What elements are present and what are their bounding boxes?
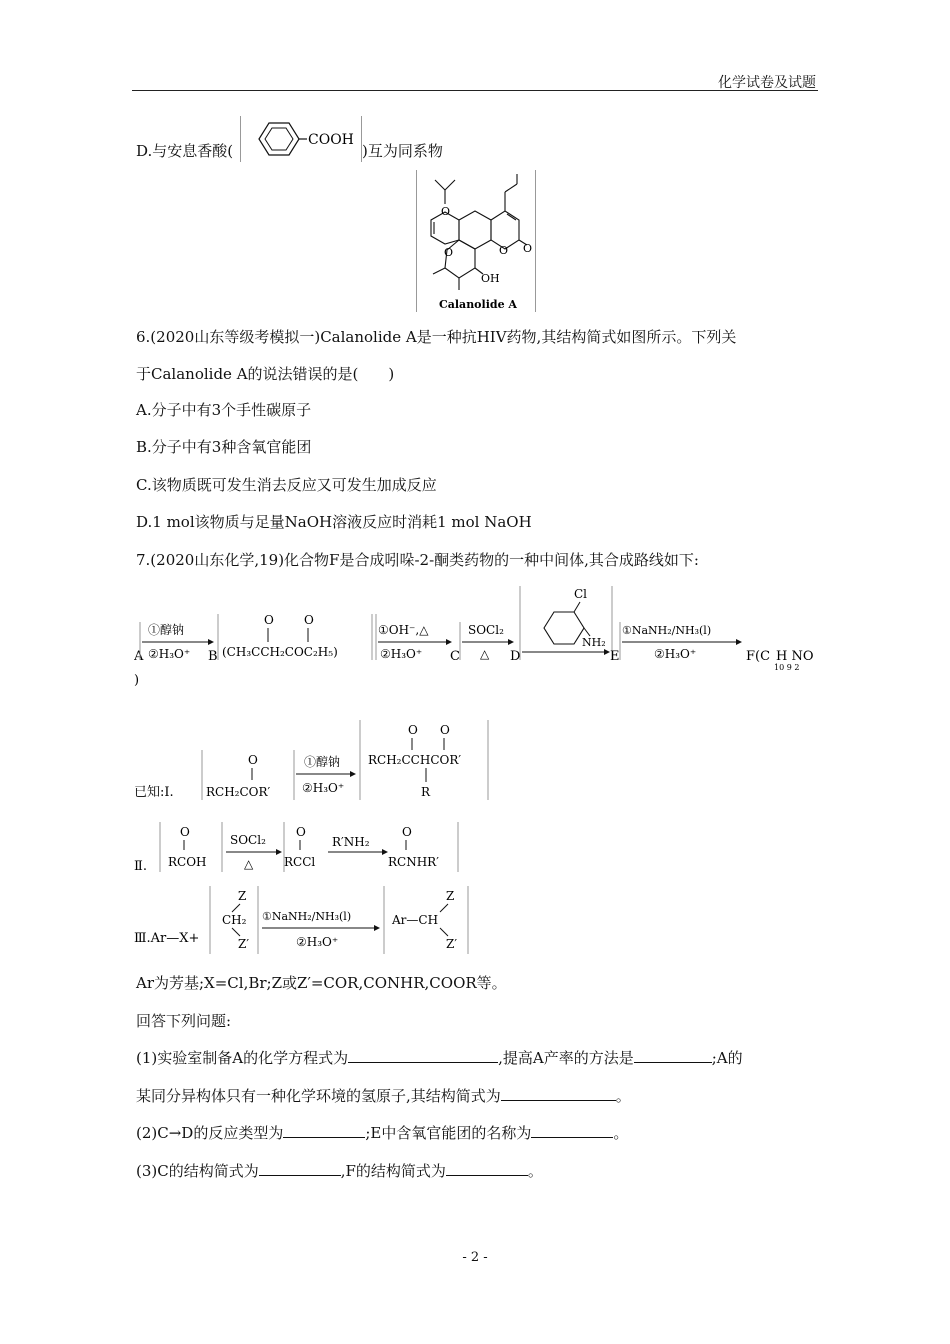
page-number: - 2 - [462,1250,488,1265]
benzoic-acid-structure [240,116,362,162]
route-b: B [208,649,218,664]
calanolide-structure [416,170,536,312]
known-reaction-1 [134,716,494,804]
route-b-o2: O [304,613,314,627]
page-header [132,72,818,91]
k2-c: RCNHR′ [388,855,439,869]
q6-option-c: C.该物质既可发生消去反应又可发生加成反应 [136,476,437,494]
k2-top1: SOCl₂ [230,833,266,847]
k3-bottom: ②H₃O⁺ [296,935,339,949]
benzoic-cooh: COOH [308,132,354,148]
k1-product: RCH₂CCHCOR′ [368,753,462,767]
k1-o: O [248,753,258,767]
route-step2-bottom: ②H₃O⁺ [380,647,423,661]
known-reaction-2 [134,818,464,874]
k3-prod-z: Z [446,889,455,903]
known-reaction-3 [134,882,474,958]
calanolide-oh: OH [481,272,500,285]
p2-text-c: 。 [613,1124,629,1142]
p1-text-c: ;A的 [711,1049,743,1067]
k3-z: Z [238,889,247,903]
route-b-o1: O [264,613,274,627]
calanolide-o4: O [523,242,533,255]
route-f-subscripts: 10 9 2 [774,663,800,672]
route-step2-top: ①OH⁻,△ [378,623,429,637]
calanolide-caption: Calanolide A [439,298,517,311]
calanolide-o2: O [444,246,454,259]
k3-top: ①NaNH₂/NH₃(l) [262,910,352,923]
q6-option-d: D.1 mol该物质与足量NaOH溶液反应时消耗1 mol NaOH [136,513,532,531]
q7-answer-label: 回答下列问题: [136,1012,232,1030]
q5-option-d [136,140,233,161]
route-cl: Cl [574,587,588,601]
p2-blank-reaction-type[interactable] [283,1123,365,1138]
p2-blank-group-name[interactable] [531,1123,613,1138]
k1-r: R [421,785,431,799]
q6-stem-2: 于Calanolide A的说法错误的是( ) [136,365,395,383]
k1-reactant: RCH₂COR′ [206,785,271,799]
k1-bottom: ②H₃O⁺ [302,781,345,795]
k3-zprime: Z′ [238,937,250,951]
route-f: F(C [746,649,771,664]
p1-text-a: (1)实验室制备A的化学方程式为 [136,1049,349,1067]
k3-label: Ⅲ.Ar—X+ [134,931,200,946]
route-close-paren: ) [134,673,140,686]
route-d: D [510,649,521,664]
calanolide-o3: O [499,244,509,257]
route-nh2: NH₂ [582,636,606,649]
route-f-formula: H NO [776,649,814,664]
k3-ch2: CH₂ [222,913,247,927]
q7-part2 [136,1122,628,1143]
p3-text-b: ,F的结构简式为 [340,1162,446,1180]
q6-option-b: B.分子中有3种含氧官能团 [136,438,312,456]
q6-stem-1: 6.(2020山东等级考模拟一)Calanolide A是一种抗HIV药物,其结构简式如图所示。下列关 [136,328,737,346]
synthesis-route [134,582,824,686]
k2-top2: R′NH₂ [332,835,370,849]
p1-blank-equation[interactable] [348,1048,498,1063]
calanolide-o1: O [441,205,451,218]
q7-stem: 7.(2020山东化学,19)化合物F是合成吲哚-2-酮类药物的一种中间体,其合成路线如下: [136,551,699,569]
k1-top: ①醇钠 [304,755,341,769]
route-step1-top: ①醇钠 [148,623,185,637]
k2-bottom1: △ [244,857,254,871]
q7-part3 [136,1160,543,1181]
p2-text-a: (2)C→D的反应类型为 [136,1124,284,1142]
route-step5-bottom: ②H₃O⁺ [654,647,697,661]
p3-text-c: 。 [527,1162,543,1180]
route-step1-bottom: ②H₃O⁺ [148,647,191,661]
header-title: 化学试卷及试题 [718,75,816,91]
k2-a: RCOH [168,855,207,869]
k3-arch: Ar—CH [392,913,439,927]
k1-product-o2: O [440,723,450,737]
q7-note: Ar为芳基;X=Cl,Br;Z或Z′=COR,CONHR,COOR等。 [136,974,507,992]
route-step3-bottom: △ [480,647,490,661]
p1-text-e: 。 [615,1087,631,1105]
q7-part1-line1 [136,1047,743,1068]
p1-blank-isomer[interactable] [501,1086,616,1101]
route-step5-top: ①NaNH₂/NH₃(l) [622,624,712,637]
k2-b-o: O [296,825,306,839]
k3-prod-zprime: Z′ [446,937,458,951]
known-label: 已知:Ⅰ. [134,785,174,800]
p1-text-b: ,提高A产率的方法是 [498,1049,634,1067]
p2-text-b: ;E中含氧官能团的名称为 [365,1124,532,1142]
q5-option-d-prefix: D.与安息香酸( [136,142,234,160]
route-a: A [134,649,144,664]
k2-label: Ⅱ. [134,859,147,874]
route-b-structure: (CH₃CCH₂COC₂H₅) [222,645,338,659]
p3-blank-f-structure[interactable] [446,1161,528,1176]
k2-b: RCCl [284,855,316,869]
q6-option-a: A.分子中有3个手性碳原子 [136,401,312,419]
route-c: C [450,649,460,664]
q7-part1-line2 [136,1085,631,1106]
p3-blank-c-structure[interactable] [259,1161,341,1176]
k1-product-o1: O [408,723,418,737]
p1-text-d: 某同分异构体只有一种化学环境的氢原子,其结构简式为 [136,1087,501,1105]
q5-option-d-suffix: )互为同系物 [362,142,443,160]
p3-text-a: (3)C的结构简式为 [136,1162,259,1180]
p1-blank-method[interactable] [634,1048,712,1063]
k2-c-o: O [402,825,412,839]
route-step3-top: SOCl₂ [468,623,504,637]
route-e: E [610,649,620,664]
k2-a-o: O [180,825,190,839]
